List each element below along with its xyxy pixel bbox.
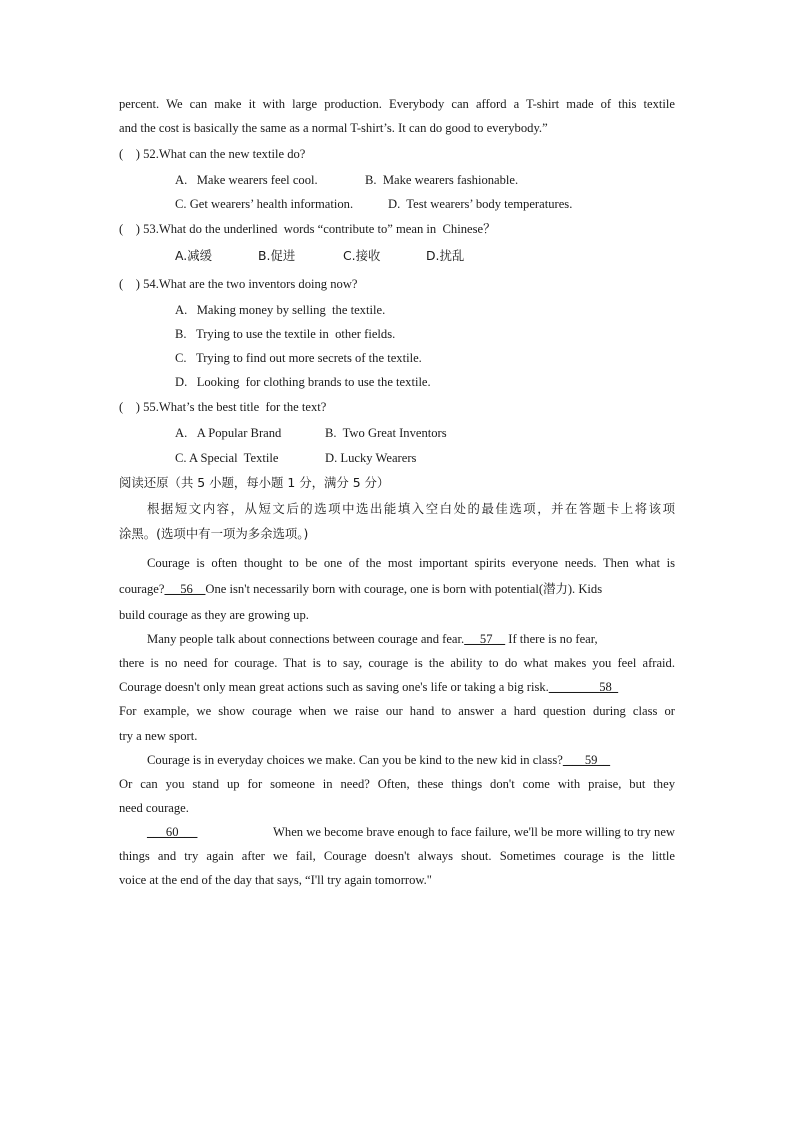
- p1-line-2-start: courage?: [119, 582, 165, 596]
- blank-59: ___59__: [562, 753, 611, 767]
- intro-line-1: percent. We can make it with large production. Everybody can afford a T-shirt made of this textile: [119, 97, 675, 111]
- p1-line-1: Courage is often thought to be one of the most important spirits everyone needs. Then what is: [147, 556, 675, 570]
- p2-line-3-start: Courage doesn't only mean great actions such as saving one's life or taking a big risk.: [119, 680, 549, 694]
- p3-line-2: Or can you stand up for someone in need? Often, these things don't come with praise, but they: [119, 777, 675, 791]
- p1-line-3: build courage as they are growing up.: [119, 608, 309, 622]
- section-instruction-1: 根据短文内容，从短文后的选项中选出能填入空白处的最佳选项，并在答题卡上将该项: [147, 501, 675, 516]
- section-heading: 阅读还原（共 5 小题，每小题 1 分，满分 5 分）: [119, 475, 390, 490]
- blank-60: ___60___: [147, 825, 198, 839]
- p2-line-1-end: If there is no fear,: [505, 632, 598, 646]
- q53-option-a: A.减缓: [175, 248, 212, 263]
- q54-option-a: A. Making money by selling the textile.: [175, 303, 386, 317]
- q55-option-b: B. Two Great Inventors: [325, 426, 447, 440]
- p4-line-2: things and try again after we fail, Courage doesn't always shout. Sometimes courage is the little: [119, 849, 675, 863]
- p1-line-2-mid: One isn't necessarily born with courage, one is born with potential(: [205, 582, 544, 596]
- p1-line-2: [119, 580, 675, 598]
- q53-option-d: D.扰乱: [426, 248, 465, 263]
- p4-line-1-text: When we become brave enough to face failure, we'll be more willing to try new: [273, 825, 675, 839]
- p3-line-1: [147, 751, 610, 769]
- p2-line-2: there is no need for courage. That is to say, courage is the ability to do what makes you feel afraid.: [119, 656, 675, 670]
- p3-line-1-start: Courage is in everyday choices we make. Can you be kind to the new kid in class?: [147, 753, 563, 767]
- p2-line-4: For example, we show courage when we raise our hand to answer a hard question during class or: [119, 704, 675, 718]
- q55-option-d: D. Lucky Wearers: [325, 451, 417, 465]
- blank-56: __56__: [164, 582, 206, 596]
- p2-line-5: try a new sport.: [119, 729, 198, 743]
- p3-line-3: need courage.: [119, 801, 189, 815]
- q53-option-b: B.促进: [258, 248, 296, 263]
- q54-option-b: B. Trying to use the textile in other fields.: [175, 327, 396, 341]
- p1-line-2-cjk: 潜力: [543, 581, 568, 596]
- blank-58: ________58_: [548, 680, 619, 694]
- q54-option-d: D. Looking for clothing brands to use the textile.: [175, 375, 431, 389]
- p1-line-2-end: ). Kids: [567, 582, 603, 596]
- q54-option-c: C. Trying to find out more secrets of the textile.: [175, 351, 422, 365]
- q52-option-a: A. Make wearers feel cool.: [175, 173, 318, 187]
- p4-line-3: voice at the end of the day that says, “I'll try again tomorrow.": [119, 873, 432, 887]
- blank-57: __57__: [464, 632, 506, 646]
- q53-option-c: C.接收: [343, 248, 381, 263]
- q52-option-d: D. Test wearers’ body temperatures.: [388, 197, 573, 211]
- question-53-stem: ( ) 53.What do the underlined words “contribute to” mean in Chinese？: [119, 222, 496, 236]
- p2-line-1: [147, 630, 598, 648]
- intro-line-2: and the cost is basically the same as a normal T-shirt’s. It can do good to everybody.”: [119, 121, 548, 135]
- p2-line-1-start: Many people talk about connections between courage and fear.: [147, 632, 465, 646]
- q55-option-c: C. A Special Textile: [175, 451, 279, 465]
- q52-option-b: B. Make wearers fashionable.: [365, 173, 519, 187]
- question-54-stem: ( ) 54.What are the two inventors doing now?: [119, 277, 358, 291]
- question-55-stem: ( ) 55.What’s the best title for the text?: [119, 400, 327, 414]
- p2-line-3: [119, 678, 618, 696]
- p4-line-1: [147, 823, 675, 841]
- q52-option-c: C. Get wearers’ health information.: [175, 197, 354, 211]
- question-52-stem: ( ) 52.What can the new textile do?: [119, 147, 306, 161]
- q55-option-a: A. A Popular Brand: [175, 426, 282, 440]
- section-instruction-2: 涂黑。(选项中有一项为多余选项。): [119, 526, 309, 541]
